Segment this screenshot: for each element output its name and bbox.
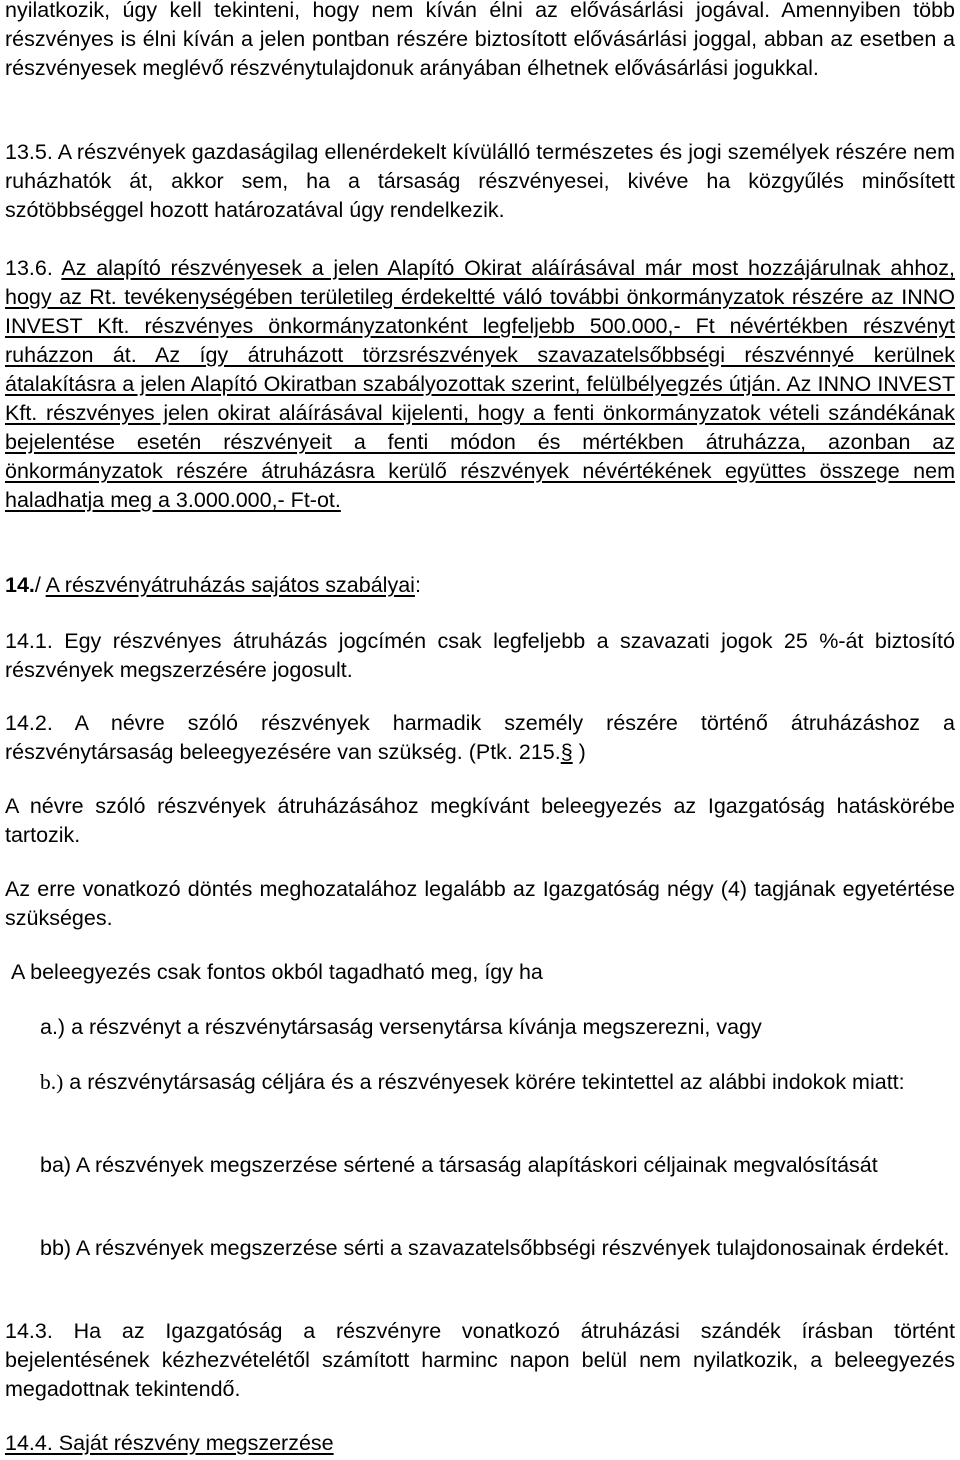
paragraph-14-2-text: 14.2. A névre szóló részvények harmadik személy részére történő átruházáshoz a részvénytársaság beleegyezésére van szükség. (Ptk. 215. bbox=[5, 711, 955, 764]
section-14-title: A részvényátruházás sajátos szabályai bbox=[45, 573, 415, 597]
paragraph-13-5: 13.5. A részvények gazdaságilag ellenérdekelt kívülálló természetes és jogi személyek részére nem ruházhatók át, akkor sem, ha a társaság részvényesei, kivéve ha közgyűlés minősített szótöbbséggel hozott határozatával úgy rendelkezik. bbox=[5, 140, 955, 222]
paragraph-13-6 bbox=[5, 254, 955, 515]
paragraph-refusal-grounds: A beleegyezés csak fontos okból tagadható meg, így ha bbox=[11, 960, 543, 984]
section-14-separator: / bbox=[34, 573, 46, 597]
paragraph-preemption-continuation: nyilatkozik, úgy kell tekinteni, hogy nem kíván élni az elővásárlási jogával. Amennyiben több részvényes is élni kíván a jelen pontban részére biztosított elővásárlási joggal, abban az esetben a részvényesek meglévő részvénytulajdonuk arányában élhetnek elővásárlási jogukkal. bbox=[5, 0, 955, 80]
list-item-a-text: a részvényt a részvénytársaság versenytársa kívánja megszerezni, vagy bbox=[71, 1015, 762, 1039]
list-item-b-marker: b.) bbox=[40, 1070, 64, 1094]
section-14-4-heading: 14.4. Saját részvény megszerzése bbox=[5, 1431, 334, 1455]
section-14-colon: : bbox=[414, 573, 421, 597]
list-item-a-marker: a.) bbox=[40, 1015, 66, 1039]
section-14-number: 14. bbox=[5, 573, 35, 597]
list-item-bb: bb) A részvények megszerzése sérti a szavazatelsőbbségi részvények tulajdonosainak érdekét. bbox=[40, 1236, 950, 1260]
list-item-ba: ba) A részvények megszerzése sértené a társaság alapításkori céljainak megvalósítását bbox=[40, 1153, 878, 1177]
list-item-b-text: a részvénytársaság céljára és a részvényesek körére tekintettel az alábbi indokok miatt: bbox=[69, 1070, 905, 1094]
list-item-b bbox=[40, 1068, 955, 1097]
section-sign: § bbox=[560, 740, 573, 764]
list-item-a bbox=[40, 1013, 955, 1042]
section-14-heading bbox=[5, 571, 955, 600]
paragraph-14-2-end: ) bbox=[572, 740, 586, 764]
paragraph-13-6-number: 13.6. bbox=[5, 256, 53, 280]
paragraph-board-decision: Az erre vonatkozó döntés meghozatalához legalább az Igazgatóság négy (4) tagjának egyetértése szükséges. bbox=[5, 877, 955, 930]
paragraph-13-6-text: Az alapító részvényesek a jelen Alapító Okirat aláírásával már most hozzájárulnak ahhoz, hogy az Rt. tevékenységében területileg érdekeltté váló további önkormányzatok részére az INNO INVEST Kft. részvényes önkormányzatonként legfeljebb 500.000,- Ft névértékben részvényt ruházzon át. Az így átruházott törzsrészvények szavazatelsőbbségi részvénnyé kerülnek átalakításra a jelen Alapító Okiratban szabályozottak szerint, felülbélyegzés útján. Az INNO INVEST Kft. részvényes jelen okirat aláírásával kijelenti, hogy a fenti önkormányzatok vételi szándékának bejelentése esetén részvényeit a fenti módon és mértékben átruházza, azonban az önkormányzatok részére átruházásra kerülő részvények névértékének együttes összege nem haladhatja meg a 3.000.000,- Ft-ot. bbox=[5, 256, 955, 512]
paragraph-14-2 bbox=[5, 709, 955, 767]
paragraph-14-3: 14.3. Ha az Igazgatóság a részvényre vonatkozó átruházási szándék írásban történt bejelentésének kézhezvételétől számított harminc napon belül nem nyilatkozik, a beleegyezés megadottnak tekintendő. bbox=[5, 1319, 955, 1401]
paragraph-consent-authority: A névre szóló részvények átruházásához megkívánt beleegyezés az Igazgatóság hatáskörébe tartozik. bbox=[5, 794, 955, 847]
paragraph-14-1: 14.1. Egy részvényes átruházás jogcímén csak legfeljebb a szavazati jogok 25 %-át biztosító részvények megszerzésére jogosult. bbox=[5, 629, 955, 682]
